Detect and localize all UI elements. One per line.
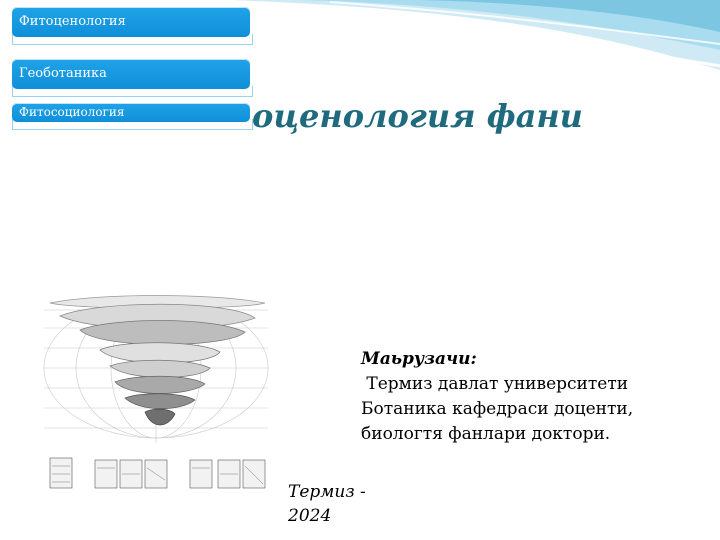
slide-title: оценология фани [252, 97, 583, 135]
lecturer-line: Ботаника кафедраси доценти, [361, 399, 634, 419]
year-label: 2024 [288, 506, 332, 526]
menu-item-label: Фитосоциология [19, 105, 125, 119]
menu-item-phytosociology[interactable] [12, 103, 250, 122]
menu-item-label: Геоботаника [19, 66, 107, 81]
lecturer-line: биологтя фанлари доктори. [361, 424, 611, 444]
city-label: Термиз - [288, 482, 366, 502]
menu-item-phytocenology[interactable] [12, 7, 250, 37]
menu-item-label: Фитоценология [19, 14, 126, 29]
lecturer-line: Термиз давлат университети [361, 374, 629, 394]
lecturer-label: Маьрузачи: [361, 349, 477, 369]
menu-item-geobotany[interactable] [12, 59, 250, 89]
location-year [288, 480, 388, 528]
vegetation-zonation-diagram [40, 288, 272, 498]
lecturer-info [361, 347, 701, 447]
